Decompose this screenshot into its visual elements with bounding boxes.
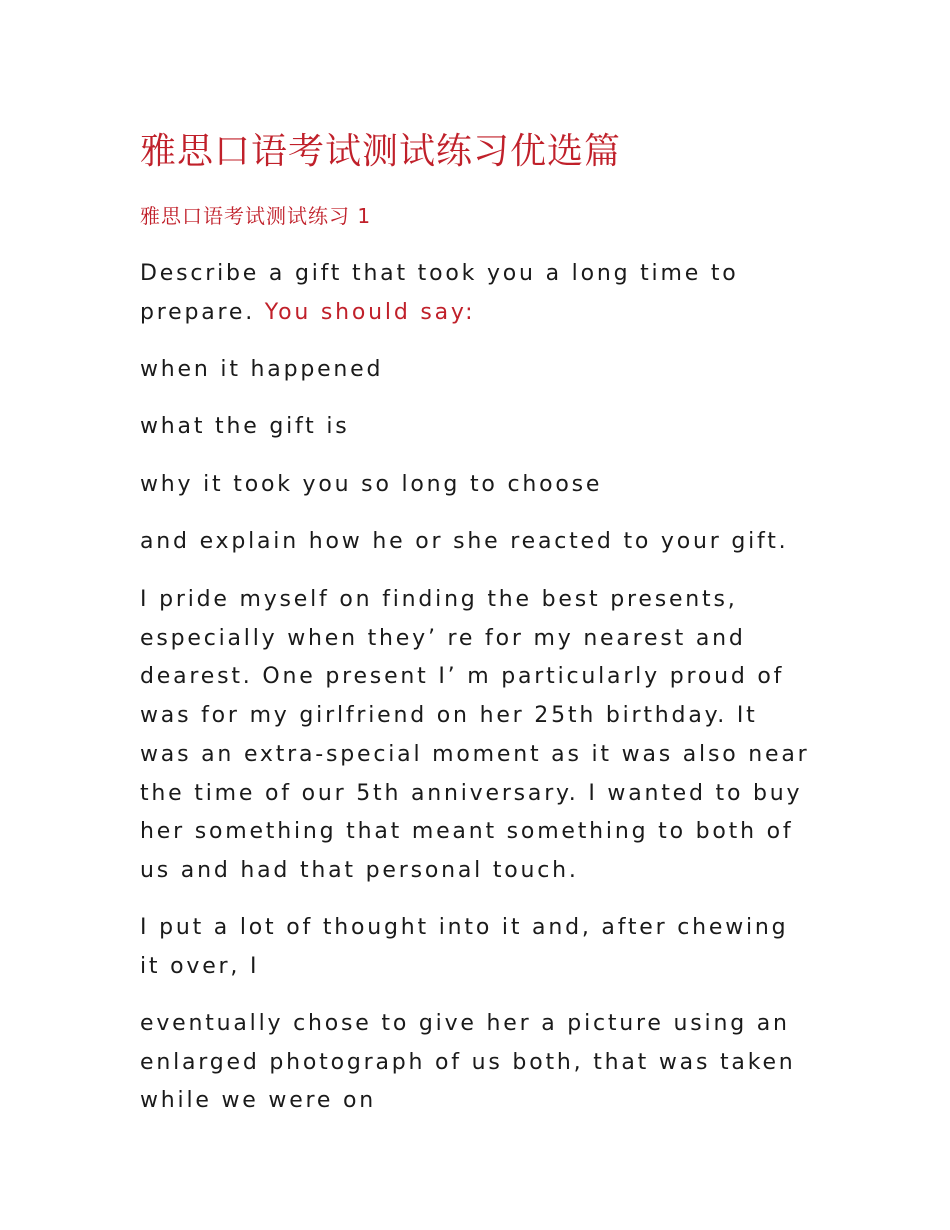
paragraph-line: was for my girlfriend on her 25th birthday. It <box>140 703 758 729</box>
task-prompt <box>140 255 820 332</box>
paragraph-line: her something that meant something to both of <box>140 819 794 845</box>
document-title: 雅思口语考试测试练习优选篇 <box>140 131 622 172</box>
answer-paragraph <box>140 581 820 891</box>
prompt-instruction: You should say: <box>264 299 476 325</box>
paragraph-line: dearest. One present I’ m particularly proud of <box>140 664 785 690</box>
paragraph-line: enlarged photograph of us both, that was taken <box>140 1049 796 1075</box>
cue-item: and explain how he or she reacted to your gift. <box>140 529 789 554</box>
paragraph-line: I pride myself on finding the best presents, <box>140 587 738 612</box>
prompt-line: Describe a gift that took you a long time to <box>140 261 739 286</box>
prompt-text: prepare. <box>140 299 265 325</box>
paragraph-line: us and had that personal touch. <box>140 857 579 883</box>
paragraph-line: the time of our 5th anniversary. I wanted to buy <box>140 780 803 806</box>
answer-paragraph <box>140 1005 820 1121</box>
prompt-line <box>140 294 820 333</box>
cue-item: why it took you so long to choose <box>140 472 603 497</box>
paragraph-line: it over, I <box>140 953 260 979</box>
paragraph-line: while we were on <box>140 1088 377 1114</box>
answer-paragraph <box>140 909 820 986</box>
section-heading: 雅思口语考试测试练习 1 <box>140 204 372 228</box>
cue-item: what the gift is <box>140 414 350 439</box>
paragraph-line: especially when they’ re for my nearest and <box>140 625 746 651</box>
paragraph-line: was an extra-special moment as it was also near <box>140 741 810 767</box>
paragraph-line: I put a lot of thought into it and, after chewing <box>140 915 789 940</box>
paragraph-line: eventually chose to give her a picture using an <box>140 1011 790 1036</box>
cue-item: when it happened <box>140 357 384 382</box>
